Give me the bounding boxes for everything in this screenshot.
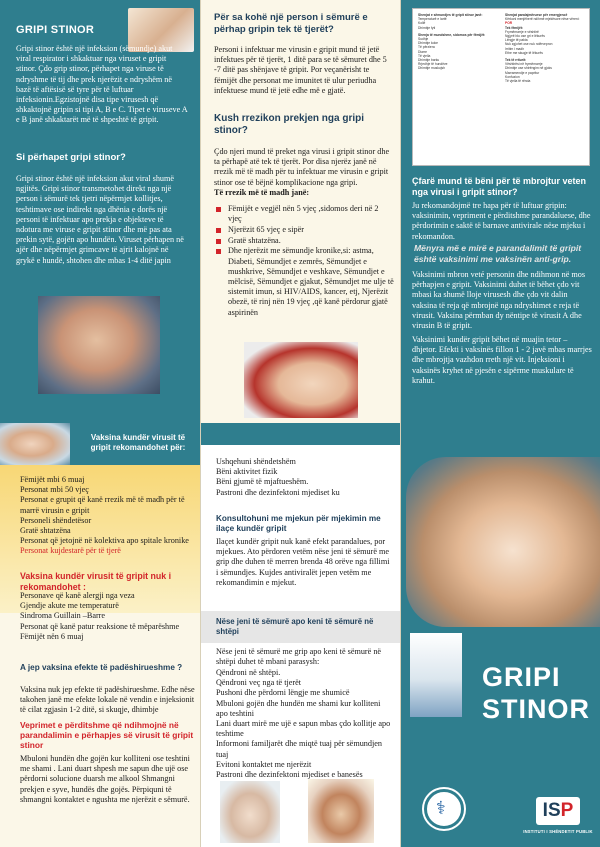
list-item: Fëmijët e vegjël nën 5 vjeç ,sidomos deri në 2 vjeç — [214, 204, 394, 224]
recommended-heading: Vaksina kundër virusit të gripit rekomandohet për: — [90, 433, 186, 452]
vaccine-heading: Mënyra më e mirë e parandalimit të gripit është vaksinimi me vaksinën anti-grip. — [414, 243, 582, 264]
list-item: Rrjedhje të hundëve — [418, 62, 448, 67]
photo-sneezing — [308, 779, 374, 843]
list-item: Dhe njerëzit me sëmundje kronike,si: astma, Diabeti, Sëmundjet e zemrës, Sëmundjet e mushkrive, Sëmundjet e veshkave, Sëmundjet e mëlcisë, Sëmundjet e gjakut, Sëmundjet me ulje të sistemit imun, si HIV/AIDS, kancer, etj, Njerëzit obezë, të rinj nën 19 vjeç ,që kanë përdorur gjatë aspirinën — [214, 246, 394, 317]
list-item: Bëni aktivitet fizik — [216, 467, 278, 477]
list-item: Dhimbje ose shtrëngim në gjoks — [505, 66, 552, 71]
photo-child-hug — [406, 457, 600, 627]
risk-list — [214, 204, 394, 318]
photo-sick-child — [244, 342, 358, 418]
vaccine-text: Vaksinimi mbron veté personin dhe ndihmon në mos përhapjen e gripit. Vaksinimi duhet të bëhet çdo vit mbasi ka shumë lloje virusesh dhe çdo vit dalin vaksina të reja që mbrojnë nga ndryshimet e reja të virusit. Vaksina përmban dy nëntipe të virusit A dhe virusin B të gripit. — [412, 270, 586, 331]
risk-label: Të rrezik më të madh janë: — [214, 187, 310, 197]
fold-line — [200, 0, 201, 847]
list-item: Pastroni dhe dezinfektoni mjediset ku — [216, 487, 340, 497]
list-item: Dhimbje koke — [418, 41, 438, 46]
list-item: Personat mbi 50 vjeç — [20, 485, 89, 495]
fold-line — [400, 0, 401, 847]
warning-children: Tek fëmijët: — [505, 25, 524, 30]
list-item: Lëngje të pakta — [505, 38, 528, 43]
consult-text: Ilaçet kundër gripit nuk kanë efekt parandalues, por mjekues. Ato përdoren vetëm nëse jeni të sëmurë me grip dhe duhen të merren brenda 48 orëve nga fillimi i sëmundjes. Kujdes antiviralët jepen vetëm me rekomandimin e mjekut. — [216, 537, 390, 587]
list-item: Evitoni kontaktet me njerëzit — [216, 759, 312, 769]
list-item: Ushqehuni shëndetshëm — [216, 457, 296, 466]
intro-text: Gripi stinor është një infeksion (sëmundje) akut viral respirator i shkaktuar nga viruset e gripit stinor. Çdo grip stinor, përhapet nga viruse të ndryshme të tij dhe prek njerëzit e ndryshëm në bazë të aftësisë së tyre për të luftuar infeksionin.Egzistojnë disa tipe virusesh që shkaktojnë gripin si tipi A, B e C. Tipet e viruseve A e B janë shkaktarët më të shpeshtë të gripit. — [16, 44, 188, 125]
spread-text: Gripi stinor është një infeksion akut viral shumë ngjitës. Gripi stinor transmetohet direkt nga një person i sëmurë tek tjetri nëpërmjet kollitjes, teshtimave ose indirekt nga dhënia e dorës një personi të infektuar apo prekja e objekteve të ndotura me viruse e gripit stinor dhe më pas ata prekin sytë, gojën apo hundën. Viruset përhapen në ajër dhe nëpërmjet grimcave të ajrit kalojnë në grykë e hundë, shtohen dhe mbas 1-4 ditë japin — [16, 174, 184, 265]
list-item: Dhimbje fyti — [418, 25, 436, 30]
list-item: Personat e grupit që kanë rrezik më të madh për të marrë virusin e gripit — [20, 495, 185, 515]
list-item: Ngjyrë blu ose gri e lëkurës — [505, 34, 545, 39]
list-item: Qëndroni në shtëpi. — [216, 668, 281, 677]
list-item: Kollë — [418, 21, 426, 26]
photo-vaccination — [0, 423, 70, 465]
recommended-list — [20, 475, 196, 557]
protect-text: Ju rekomandojmë tre hapa për të luftuar gripin: vaksinimin, vepriment e përditshme parandaluese, dhe përdorimin e saktë të barnave antivirale nëse mjeku i rekomandon. — [412, 201, 591, 241]
side-effects-text: Vaksina nuk jep efekte të padëshirueshme. Edhe nëse takohen janë me efekte lokale në vendin e injeksionit të cilat zgjasin 1-2 ditë, si skuqje, dhimbje — [20, 685, 195, 715]
list-item: Ethe me skuqje të lëkurës — [505, 50, 543, 55]
list-item: Temperaturë e lartë — [418, 17, 447, 22]
panel-cover — [400, 423, 600, 847]
daily-actions-text: Mbuloni hundën dhe gojën kur kolliteni ose teshtini me shami . Lani duart shpesh me sapun dhe ujë ose përdorni solucione duarsh me alkool Shmangni prekjen e syve, hundës dhe gojës. Përpiquni të shmangni kontaktet e ngushta me njerëzit e sëmurë. — [20, 754, 190, 804]
isp-caption: INSTITUTI I SHËNDETIT PUBLIK — [523, 829, 593, 834]
side-effects-heading: A jep vaksina efekte të padëshirueshme ? — [20, 663, 183, 672]
contagion-text: Personi i infektuar me virusin e gripit mund të jetë infektues për të tjerët, 1 ditë para se të sëmuret dhe 5 -7 ditë pas shënjave të gripit. Por veçanërisht te fëmijët dhe personat me imunitet të ulur periudha infektuese mund të jetë edhe më e gjatë. — [214, 45, 387, 95]
caduceus-icon: ⚕ — [436, 798, 446, 819]
list-item: Pastroni dhe dezinfektoni mjediset e banesës — [216, 770, 363, 780]
list-item: Personat që jetojnë në kolektiva apo spitale kronike — [20, 536, 189, 546]
isp-logo — [518, 797, 598, 845]
photo-vaccine-vial — [410, 633, 462, 717]
list-item: Fëmijët nën 6 muaj — [20, 631, 84, 641]
protect-heading: Çfarë mund të bëni për të mbrojtur veten nga virusi i gripit stinor? — [412, 176, 587, 197]
list-item: Dhimbje barku — [418, 58, 440, 63]
list-item: Personeli shëndetësor — [20, 515, 92, 525]
panel-intro — [0, 0, 200, 423]
photo-sick-man — [38, 296, 160, 394]
list-item: Nuk zgjohet ose nuk ndërvepron — [505, 42, 553, 47]
ministry-logo — [424, 789, 464, 829]
list-item: Qëndroni veç nga të tjerët — [216, 678, 302, 688]
consult-heading: Konsultohuni me mjekun për mjekimin me ilaçe kundër gripit — [216, 514, 381, 533]
warning-adults: Tek të rriturit: — [505, 58, 527, 63]
list-item: Dhimbje muskujsh — [418, 66, 445, 71]
daily-actions-heading: Veprimet e përditshme që ndihmojnë në parandalimin e përhapjes së virusit të gripit stinor — [20, 720, 194, 751]
not-recommended-heading: Vaksina kundër virusit të gripit nuk i rekomandohet : — [20, 571, 172, 592]
list-item: Marramendje e papritur — [505, 70, 540, 75]
list-item: Irritim i madh — [505, 46, 525, 51]
cover-title-line1: GRIPI — [482, 662, 561, 692]
contagion-heading: Për sa kohë një person i sëmurë e përhap gripin tek të tjerët? — [214, 12, 368, 35]
photo-handwashing — [220, 781, 280, 843]
list-item: Konfuzion — [505, 74, 520, 79]
symptoms-subtitle: Shenja të mundshme, sidomos për fëmijët: — [418, 32, 486, 37]
spread-heading: Si përhapet gripi stinor? — [16, 152, 126, 163]
list-item: Të vjella të rënda — [505, 79, 531, 84]
risk-heading: Kush rrezikon prekjen nga gripi stinor? — [214, 113, 365, 136]
list-item: Gjendje akute me temperaturë — [20, 601, 119, 611]
list-item: Sudhje — [418, 37, 429, 42]
warning-red: POR — [505, 21, 513, 26]
symptoms-title: Shenjat e sëmundjes të gripit stinor janë: — [418, 13, 483, 17]
list-item: Të përziera — [418, 45, 435, 50]
risk-text — [214, 147, 392, 198]
list-item: Fëmijët mbi 6 muaj — [20, 475, 85, 484]
not-recommended-list — [20, 591, 196, 642]
isp-mark-red: P — [560, 800, 574, 821]
risk-intro: Çdo njeri mund të preket nga virusi i gripit stinor dhe ta përhapë atë tek të tjerët. Por disa njerëz janë në rrezik më të madh për tu infektuar me virusin e gripit stinor ose të bëjnë komplikacione nga gripi. — [214, 147, 390, 187]
list-item: Sindroma Guillain –Barre — [20, 611, 106, 621]
list-item: Të vjella — [418, 53, 431, 58]
isp-mark-text: IS — [542, 800, 561, 821]
panel-vaccine-recommended — [0, 423, 200, 847]
list-item: Lani duart mirë me ujë e sapun mbas çdo kollitje apo teshtime — [216, 719, 391, 739]
panel-contagion — [200, 0, 400, 423]
list-item: Vështirësi në frymëmarrje — [505, 62, 543, 67]
panel-protection — [400, 0, 600, 423]
care-top-band — [200, 423, 400, 445]
isp-logo-mark — [536, 797, 580, 825]
list-item: Bëni gjumë të mjaftueshëm. — [216, 477, 309, 487]
sick-at-home-text: Nëse jeni të sëmurë me grip apo keni të sëmurë në shtëpi duhet të mbani parasysh: — [216, 647, 382, 667]
panel-care — [200, 423, 400, 847]
warning-column — [505, 13, 587, 83]
list-item: Informoni familjarët dhe miqtë tuaj për sëmundjen tuaj — [216, 739, 382, 759]
list-item: Frymëmarrje e vështirë — [505, 29, 539, 34]
list-item: Personat kujdestarë për të tjerë — [20, 546, 121, 556]
vaccine-timing: Vaksinimi kundër gripit bëhet në muajin tetor – dhjetor. Efekti i vaksinës fillon 1 - 2 javë mbas marrjes dhe mbrojtja vazhdon rreth një vit. Injeksioni i vaksinës kryhet në pjesën e sipërme muskulare të krahut. — [412, 335, 592, 385]
sick-at-home-list — [216, 668, 392, 780]
symptoms-table — [412, 8, 590, 166]
healthy-habits-list — [216, 457, 392, 498]
list-item: Personat që kanë patur reaksione të mëparëshme — [20, 621, 180, 631]
intro-title: GRIPI STINOR — [16, 24, 95, 36]
symptoms-column — [418, 13, 500, 71]
list-item: Njerëzit 65 vjeç e sipër — [214, 225, 394, 235]
list-item: Gratë shtatzëna — [20, 526, 71, 536]
sick-at-home-heading: Nëse jeni të sëmurë apo keni të sëmurë në shtëpi — [216, 617, 374, 636]
list-item: Pushoni dhe përdorni lëngje me shumicë — [216, 688, 350, 698]
cover-title — [482, 661, 592, 725]
list-item: Mbuloni gojën dhe hundën me shami kur kolliteni apo teshtini — [216, 698, 381, 718]
list-item: Gratë shtatzëna. — [214, 236, 394, 246]
warning-subtitle: Kërkoni menjëherë ndihmë mjekësore nëse vëreni: — [505, 17, 580, 22]
recommended-header-band — [0, 423, 200, 465]
warning-title: Shenjat paralajmëruese për emergjencë — [505, 13, 568, 17]
list-item: Diarre — [418, 49, 427, 54]
list-item: Personave që kanë alergji nga veza — [20, 591, 135, 600]
cover-title-line2: STINOR — [482, 694, 591, 724]
